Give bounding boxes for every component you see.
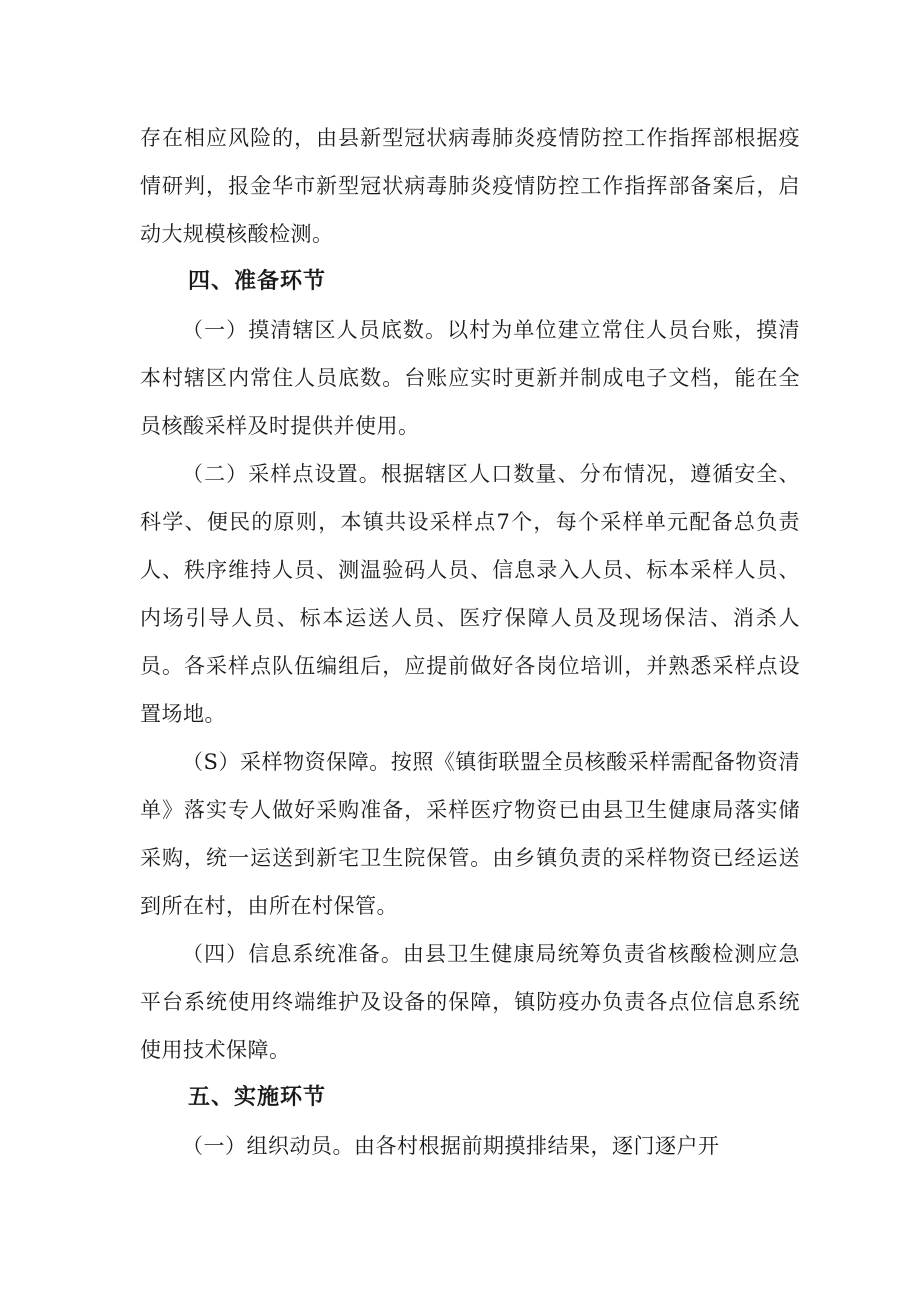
paragraph-mobilization: （一）组织动员。由各村根据前期摸排结果，逐门逐户开 [182,1134,720,1158]
paragraph-info-system: （四）信息系统准备。由县卫生健康局统筹负责省核酸检测应急平台系统使用终端维护及设备的保障，镇防疫办负责各点位信息系统使用技术保障。 [140,942,800,1062]
document-body [140,114,800,1170]
paragraph-personnel-count: （一）摸清辖区人员底数。以村为单位建立常住人员台账，摸清本村辖区内常住人员底数。台账应实时更新并制成电子文档，能在全员核酸采样及时提供并使用。 [140,318,800,438]
paragraph-supplies: （S）采样物资保障。按照《镇街联盟全员核酸采样需配备物资清单》落实专人做好采购准备，采样医疗物资已由县卫生健康局落实储采购，统一运送到新宅卫生院保管。由乡镇负责的采样物资已经运送到所在村，由所在村保管。 [140,750,800,918]
section-heading-preparation: 四、准备环节 [188,269,327,294]
paragraph-continued: 存在相应风险的，由县新型冠状病毒肺炎疫情防控工作指挥部根据疫情研判，报金华市新型冠状病毒肺炎疫情防控工作指挥部备案后，启动大规模核酸检测。 [140,126,800,246]
paragraph-sampling-sites: （二）采样点设置。根据辖区人口数量、分布情况，遵循安全、科学、便民的原则，本镇共设采样点7个，每个采样单元配备总负责人、秩序维持人员、测温验码人员、信息录入人员、标本采样人员、内场引导人员、标本运送人员、医疗保障人员及现场保洁、消杀人员。各采样点队伍编组后，应提前做好各岗位培训，并熟悉采样点设置场地。 [140,462,800,726]
section-heading-implementation: 五、实施环节 [188,1085,327,1110]
